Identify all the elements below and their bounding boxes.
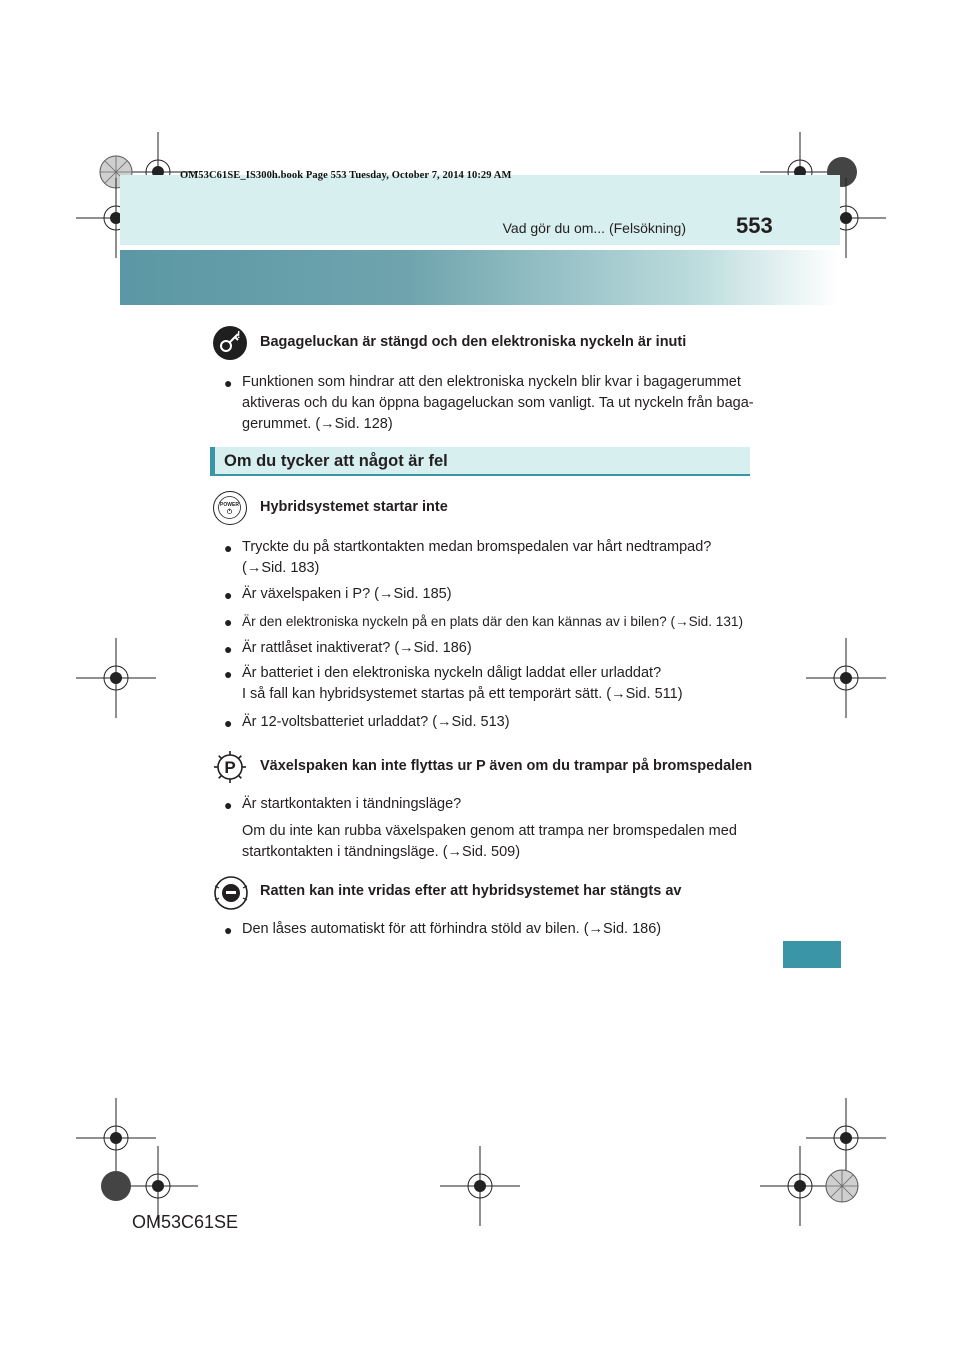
bullet-dot: ● (224, 540, 233, 556)
text-line: aktiveras och du kan öppna bagageluckan som vanligt. Ta ut nyckeln från baga- (242, 395, 754, 411)
topic-heading-shift: Växelspaken kan inte flyttas ur P även om du trampar på bromspedalen (260, 758, 753, 774)
bullet-dot: ● (224, 641, 233, 657)
topic-heading-hybrid: Hybridsystemet startar inte (260, 499, 448, 515)
hybrid-item-4 (242, 638, 762, 659)
text-line: Är batteriet i den elektroniska nyckeln dåligt laddat eller urladdat? (242, 665, 662, 681)
text-line: (→Sid. 183) (242, 560, 320, 576)
text-line: Funktionen som hindrar att den elektroniska nyckeln blir kvar i bagagerummet (242, 374, 741, 390)
bullet-dot: ● (224, 797, 233, 813)
text-line: Är den elektroniska nyckeln på en plats där den kan kännas av i bilen? (→Sid. 131) (242, 614, 743, 629)
bullet-dot: ● (224, 715, 233, 731)
bullet-dot: ● (224, 922, 233, 938)
topic-heading-trunk: Bagageluckan är stängd och den elektroniska nyckeln är inuti (260, 334, 687, 350)
text-line: Är rattlåset inaktiverat? (→Sid. 186) (242, 640, 472, 656)
power-label: POWER (220, 502, 239, 508)
svg-text:!: ! (237, 330, 241, 341)
text-line: I så fall kan hybridsystemet startas på ett temporärt sätt. (→Sid. 511) (242, 686, 683, 702)
section-header-title: Om du tycker att något är fel (224, 452, 448, 470)
text-line: Tryckte du på startkontakten medan bromspedalen var hårt nedtrampad? (242, 539, 712, 555)
power-button-icon (213, 491, 247, 525)
hybrid-item-3 (242, 611, 782, 632)
topic-trunk-text (242, 372, 762, 435)
book-info-line: OM53C61SE_IS300h.book Page 553 Tuesday, October 7, 2014 10:29 AM (180, 170, 512, 181)
bullet-dot: ● (224, 666, 233, 682)
hybrid-item-6 (242, 712, 762, 733)
text-line: gerummet. (→Sid. 128) (242, 416, 393, 432)
key-warning-icon (213, 326, 247, 360)
registration-mark-icon (76, 638, 156, 718)
text-line: Är 12-voltsbatteriet urladdat? (→Sid. 513) (242, 714, 510, 730)
bullet-dot: ● (224, 614, 233, 630)
steering-bullet: Den låses automatiskt för att förhindra stöld av bilen. (→Sid. 186) (242, 921, 662, 937)
footer-code: OM53C61SE (132, 1212, 239, 1232)
text-line: Är växelspaken i P? (→Sid. 185) (242, 586, 452, 602)
chapter-tab (783, 941, 841, 968)
parking-gear-icon (212, 749, 248, 785)
steering-lock-icon (212, 874, 250, 912)
text-line: startkontakten i tändningsläge. (→Sid. 509) (242, 844, 521, 860)
starburst-mark-icon (802, 1146, 882, 1226)
bullet-dot: ● (224, 587, 233, 603)
registration-mark-icon (440, 1146, 520, 1226)
header-gradient-band (120, 250, 840, 305)
text-line: Om du inte kan rubba växelspaken genom att trampa ner bromspedalen med (242, 823, 737, 839)
shift-note (242, 821, 762, 863)
registration-mark-icon (806, 638, 886, 718)
gear-letter: P (224, 758, 236, 777)
topic-heading-steering: Ratten kan inte vridas efter att hybridsystemet har stängts av (260, 883, 682, 899)
bullet-dot: ● (224, 375, 233, 391)
hybrid-item-2 (242, 584, 762, 605)
page-number: 553 (736, 213, 773, 238)
hybrid-item-1 (242, 537, 772, 579)
hybrid-item-5 (242, 663, 762, 705)
shift-bullet: Är startkontakten i tändningsläge? (242, 796, 462, 812)
running-section-title: Vad gör du om... (Felsökning) (502, 220, 686, 236)
